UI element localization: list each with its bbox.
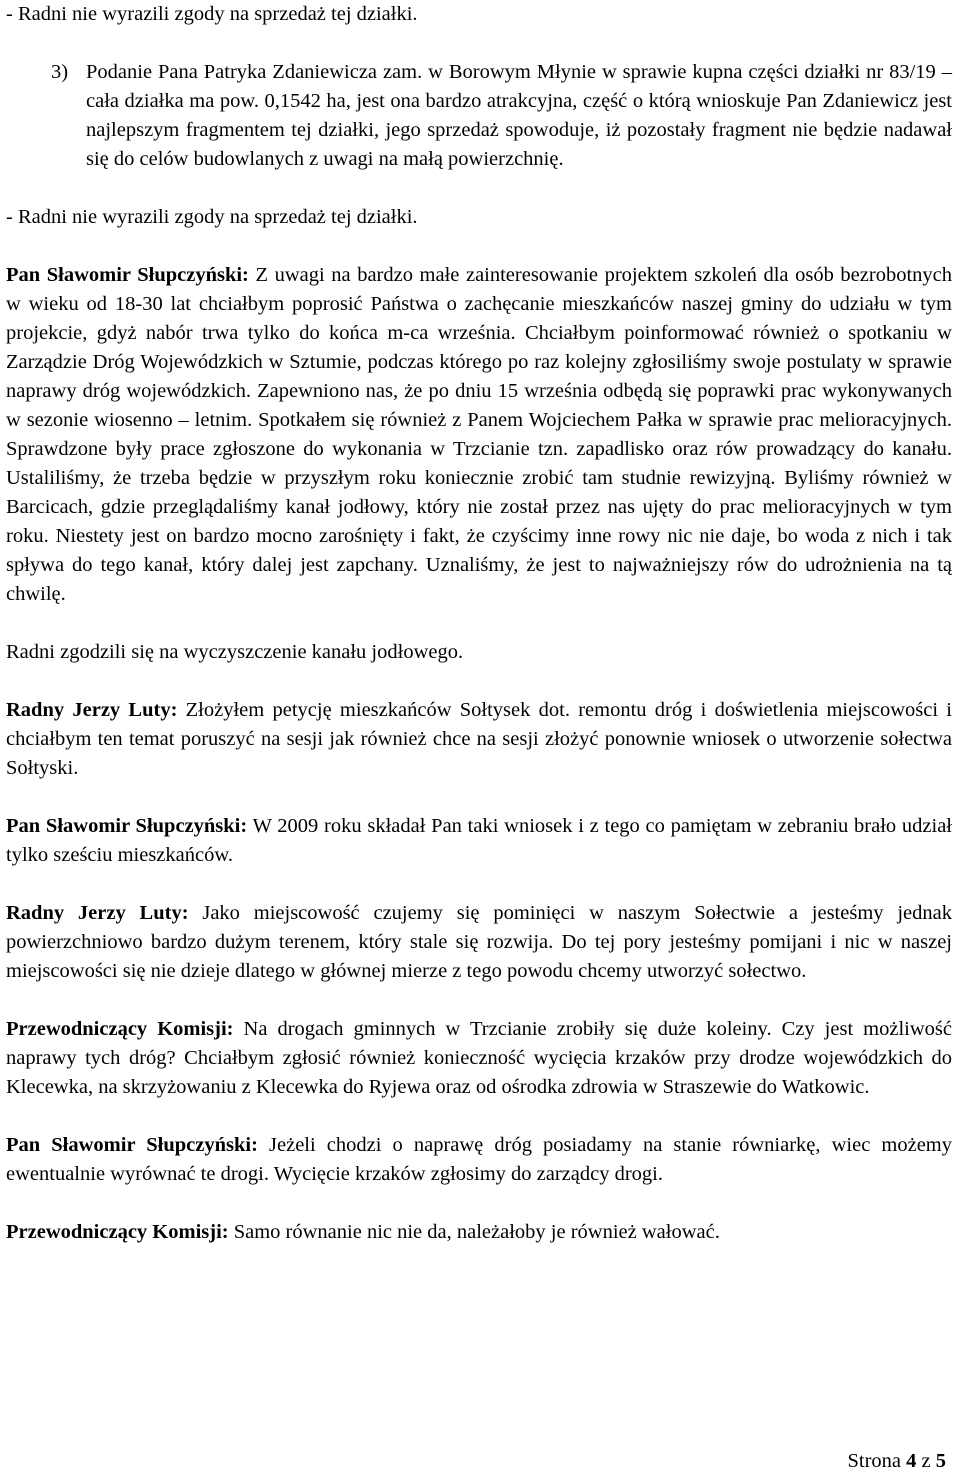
paragraph-luty-2	[6, 899, 952, 986]
list-item-3	[6, 58, 952, 174]
paragraph-council-decision	[6, 638, 952, 667]
paragraph-luty-1	[6, 696, 952, 783]
refusal-line-1: - Radni nie wyrazili zgody na sprzedaż tej działki.	[6, 3, 418, 25]
speech-text: Jeżeli chodzi o naprawę dróg posiadamy na stanie równiarkę, wiec możemy ewentualnie wyrównać te drogi. Wycięcie krzaków zgłosimy do zarządcy drogi.	[6, 1134, 952, 1185]
paragraph-chairman-1	[6, 1015, 952, 1102]
speech-text: Z uwagi na bardzo małe zainteresowanie projektem szkoleń dla osób bezrobotnych w wieku od 18-30 lat chciałbym poprosić Państwa o zachęcanie mieszkańców naszej gminy do udziału w tym projekcie, gdyż nabór trwa tylko do końca m-ca września. Chciałbym poinformować również o spotkaniu w Zarządzie Dróg Wojewódzkich w Sztumie, podczas którego po raz kolejny zgłosiliśmy swoje postulaty w sprawie naprawy dróg wojewódzkich. Zapewniono nas, że po dniu 15 września odbędą się poprawki prac wykonywanych w sezonie wiosenno – letnim. Spotkałem się również z Panem Wojciechem Pałka w sprawie prac melioracyjnych. Sprawdzone były prace zgłoszone do wykonania w Trzcianie tzn. zapadlisko oraz rów prowadzący do kanału. Ustaliliśmy, że trzeba będzie w przyszłym roku koniecznie zrobić tam studnie rewizyjną. Byliśmy również w Barcicach, gdzie przeglądaliśmy kanał jodłowy, który nie został przez nas ujęty do prac melioracyjnych w tym roku. Niestety jest on bardzo mocno zarośnięty i fakt, że czyścimy inne rowy nic nie daje, bo woda z nich i tak spływa do tego kanał, który dalej jest zapchany. Uznaliśmy, że jest to najważniejszy rów do udrożnienia na tą chwilę.	[6, 264, 952, 605]
speaker-name: Pan Sławomir Słupczyński:	[6, 264, 249, 286]
footer-prefix: Strona	[847, 1450, 907, 1472]
page-number-footer	[847, 1447, 946, 1476]
speaker-name: Pan Sławomir Słupczyński:	[6, 815, 248, 837]
list-number: 3)	[51, 61, 69, 83]
speaker-name: Pan Sławomir Słupczyński:	[6, 1134, 258, 1156]
total-pages: 5	[935, 1450, 946, 1472]
speech-text: Złożyłem petycję mieszkańców Sołtysek dot. remontu dróg i doświetlenia miejscowości i chciałbym ten temat poruszyć na sesji jak również chce na sesji złożyć ponownie wniosek o utworzenie sołectwa Sołtyski.	[6, 699, 952, 779]
paragraph-slupczynski-2	[6, 812, 952, 870]
paragraph-slupczynski-3	[6, 1131, 952, 1189]
speaker-name: Przewodniczący Komisji:	[6, 1221, 229, 1243]
speaker-name: Przewodniczący Komisji:	[6, 1018, 234, 1040]
list-item-text: Podanie Pana Patryka Zdaniewicza zam. w Borowym Młynie w sprawie kupna części działki nr 83/19 – cała działka ma pow. 0,1542 ha, jest ona bardzo atrakcyjna, część o którą wnioskuje Pan Zdaniewicz jest najlepszym fragmentem tej działki, jego sprzedaż spowoduje, iż pozostały fragment nie będzie nadawał się do celów budowlanych z uwagi na małą powierzchnię.	[86, 61, 952, 170]
paragraph-slupczynski-1	[6, 261, 952, 609]
speaker-name: Radny Jerzy Luty:	[6, 699, 178, 721]
decision-text: Radni zgodzili się na wyczyszczenie kanału jodłowego.	[6, 641, 464, 663]
speech-text: Jako miejscowość czujemy się pominięci w naszym Sołectwie a jesteśmy jednak powierzchniowo bardzo dużym terenem, który stale się rozwija. Do tej pory jesteśmy pomijani i nic w naszej miejscowości się nie dzieje dlatego w głównej mierze z tego powodu chcemy utworzyć sołectwo.	[6, 902, 952, 982]
speaker-name: Radny Jerzy Luty:	[6, 902, 189, 924]
speech-text: Samo równanie nic nie da, należałoby je również wałować.	[228, 1221, 720, 1243]
paragraph-chairman-2	[6, 1218, 952, 1247]
speech-text: Na drogach gminnych w Trzcianie zrobiły się duże koleiny. Czy jest możliwość naprawy tych dróg? Chciałbym zgłosić również konieczność wycięcia krzaków przy drodze wojewódzkich do Klecewka, na skrzyżowaniu z Klecewka do Ryjewa oraz od ośrodka zdrowia w Straszewie do Watkowic.	[6, 1018, 952, 1098]
refusal-line-2: - Radni nie wyrazili zgody na sprzedaż tej działki.	[6, 206, 418, 228]
footer-separator: z	[916, 1450, 936, 1472]
current-page: 4	[906, 1450, 917, 1472]
speech-text: W 2009 roku składał Pan taki wniosek i z tego co pamiętam w zebraniu brało udział tylko sześciu mieszkańców.	[6, 815, 952, 866]
